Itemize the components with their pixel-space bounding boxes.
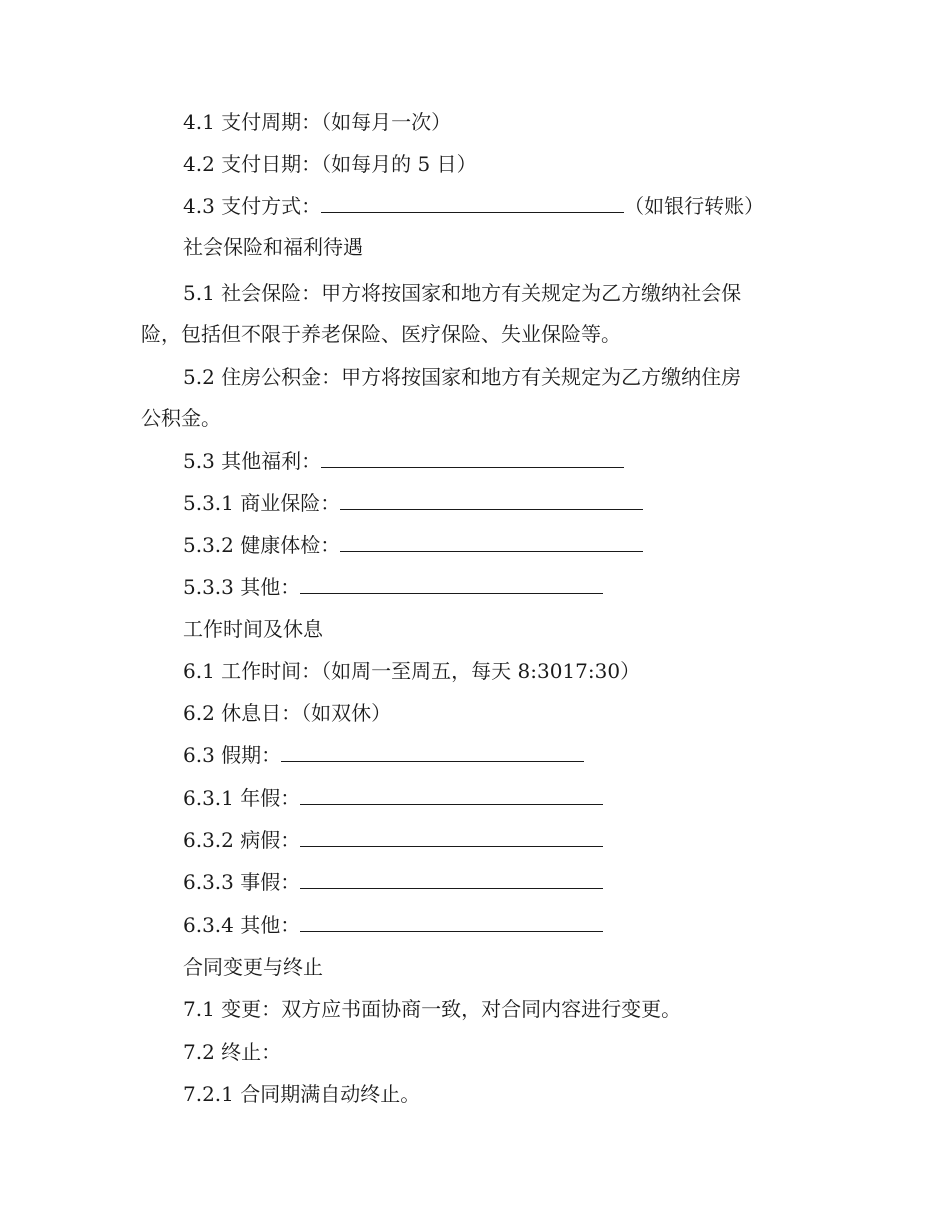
sick-leave-blank[interactable] [300,828,603,847]
clause-6-3-3: 6.3.3 事假： [183,868,603,896]
section-heading-7: 合同变更与终止 [183,955,323,979]
clause-5-2-line-2: 公积金。 [141,406,221,430]
clause-4-1: 4.1 支付周期：（如每月一次） [183,110,452,134]
commercial-insurance-blank[interactable] [340,491,643,510]
section-heading-5: 社会保险和福利待遇 [183,235,363,259]
clause-5-3-2: 5.3.2 健康体检： [183,531,643,559]
clause-4-3: 4.3 支付方式： （如银行转账） [183,194,765,218]
clause-5-1-line-1: 5.1 社会保险：甲方将按国家和地方有关规定为乙方缴纳社会保 [183,281,742,305]
section-heading-6: 工作时间及休息 [183,617,323,641]
clause-5-1-line-2: 险，包括但不限于养老保险、医疗保险、失业保险等。 [141,322,621,346]
clause-7-1: 7.1 变更：双方应书面协商一致，对合同内容进行变更。 [183,997,682,1021]
clause-6-2: 6.2 休息日：（如双休） [183,701,392,725]
other-welfare-blank[interactable] [300,575,603,594]
clause-7-2-1: 7.2.1 合同期满自动终止。 [183,1082,421,1106]
clause-6-3-4: 6.3.4 其他： [183,911,603,939]
clause-6-3-2: 6.3.2 病假： [183,826,603,854]
clause-5-3-1: 5.3.1 商业保险： [183,489,643,517]
clause-5-2-line-1: 5.2 住房公积金：甲方将按国家和地方有关规定为乙方缴纳住房 [183,365,742,389]
personal-leave-blank[interactable] [300,870,603,889]
annual-leave-blank[interactable] [300,786,603,805]
clause-4-2: 4.2 支付日期：（如每月的 5 日） [183,152,477,176]
holidays-blank[interactable] [281,743,584,762]
health-checkup-blank[interactable] [340,533,643,552]
clause-5-3-3: 5.3.3 其他： [183,573,603,601]
other-benefits-blank[interactable] [321,449,624,468]
other-leave-blank[interactable] [300,913,603,932]
clause-6-1: 6.1 工作时间：（如周一至周五，每天 8:3017:30） [183,659,641,683]
payment-method-blank[interactable] [321,194,624,213]
clause-6-3-1: 6.3.1 年假： [183,784,603,812]
clause-5-3: 5.3 其他福利： [183,447,624,475]
clause-7-2: 7.2 终止： [183,1040,282,1064]
clause-6-3: 6.3 假期： [183,741,584,769]
